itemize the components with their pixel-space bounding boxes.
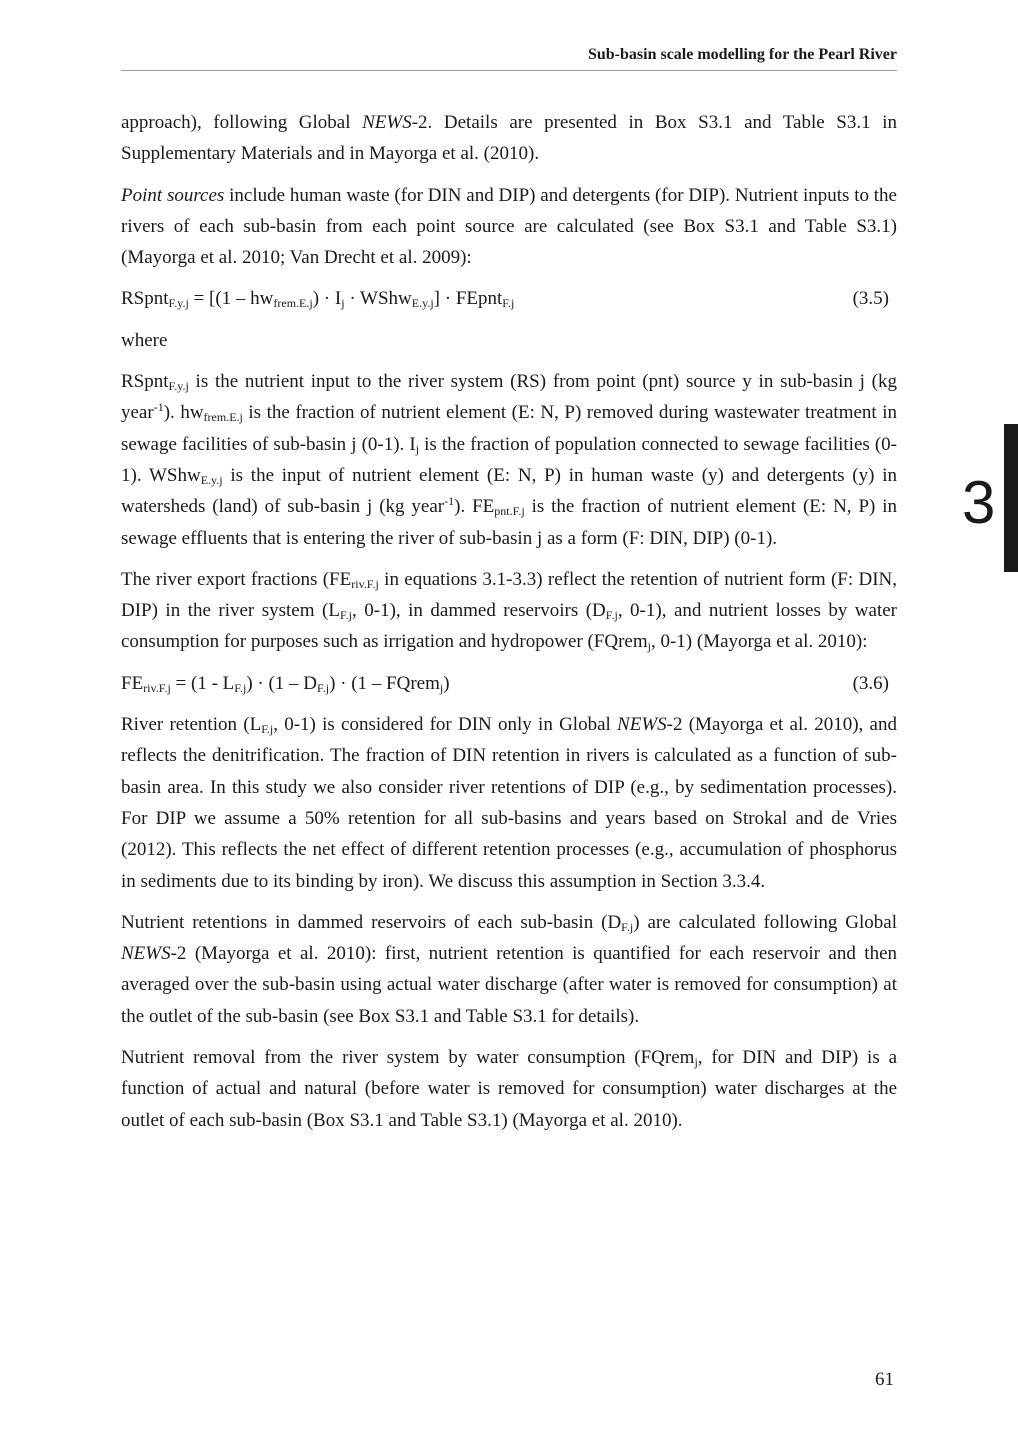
equation-3-5 xyxy=(121,283,897,314)
body-text xyxy=(121,107,897,1146)
paragraph-water-consumption: Nutrient removal from the river system by water consumption (FQrem$_j$, for DIN and DIP) is a function of actual and natural (before water is removed for consumption) water discharges at the outlet of each sub-basin (Box S3.1 and Table S3.1) (Mayorga et al. 2010). xyxy=(121,1047,898,1131)
equation-3-5-number: (3.5) xyxy=(852,288,889,310)
equation-3-6-body: $FE_{riv.F.j} = (1 - L_{F.j}) \cdot (1 - D_{F.j}) \cdot (1$ – FQrem$_j$) xyxy=(121,672,450,695)
chapter-number: 3 xyxy=(962,469,996,536)
paragraph-export-fractions: The river export fractions ($FE_{riv.F.j}$ in equations 3.1-3.3) reflect the retention of nutrient form (F: DIN, DIP) in the river system ($L_{F.j}$, 0-1), in dammed reservoirs ($D_{F.j}$, 0-1), and nutrient losses by water consumption for purposes such as irrigation and hydropower (FQrem$_j$, 0-1) (Mayorga et al. 2010): xyxy=(121,568,898,654)
where-label: where xyxy=(121,329,168,351)
paragraph-point-sources: Point sources include human waste (for DIN and DIP) and detergents (for DIP). Nutrient inputs to the rivers of each sub-basin from each point source are calculated (see Box S3.1 and Table S3.1) (Mayorga et al. 2010; Van Drecht et al. 2009): xyxy=(121,184,897,269)
running-header: Sub-basin scale modelling for the Pearl River xyxy=(121,46,897,71)
paragraph-definitions: RSpnt$_{F.y.j}$ is the nutrient input to the river system (RS) from point (pnt) source y in sub-basin j (kg year$^{-1}$). $hw_{frem.E.j}$ is the fraction of nutrient element (E: N, P) removed during wastewater treatment in sewage facilities of sub-basin j (0-1). $I_j$ is the fraction of population connected to sewage facilities (0-1). WShw$_{E.y.j}$ is the input of nutrient element (E: N, P) in human waste (y) and detergents (y) in watersheds (land) of sub-basin j (kg year$^{-1}$). $FE_{pnt.F.j}$ is the fraction of nutrient element (E: N, P) in sewage effluents that is entering the river of sub-basin j as a form (F: DIN, DIP) (0-1). xyxy=(121,371,898,549)
equation-3-6-number: (3.6) xyxy=(852,672,889,694)
page-number: 61 xyxy=(875,1369,894,1390)
equation-3-5-body: RSpnt$_{F.y.j}$ = [$(1 - hw_{frem.E.j}) \cdot I_j$ · WShw$_{E.y.j}$] · FEpnt$_{F.j}$ xyxy=(121,288,515,311)
equation-3-6 xyxy=(121,668,897,699)
paragraph-reservoir-retention: Nutrient retentions in dammed reservoirs of each sub-basin $(D_{F.j})$ are calculated following Global NEWS-2 (Mayorga et al. 2010): first, nutrient retention is quantified for each reservoir and then averaged over the sub-basin using actual water discharge (after water is removed for consumption) at the outlet of the sub-basin (see Box S3.1 and Table S3.1 for details). xyxy=(121,911,897,1027)
chapter-tab xyxy=(1004,424,1018,572)
paragraph-1: approach), following Global NEWS-2. Details are presented in Box S3.1 and Table S3.1 in Supplementary Materials and in Mayorga et al. (2010). xyxy=(121,112,897,165)
paragraph-river-retention: River retention ($L_{F.j}$, 0-1) is considered for DIN only in Global NEWS-2 (Mayorga et al. 2010), and reflects the denitrification. The fraction of DIN retention in rivers is calculated as a function of sub-basin area. In this study we also consider river retentions of DIP (e.g., by sedimentation processes). For DIP we assume a 50% retention for all sub-basins and years based on Strokal and de Vries (2012). This reflects the net effect of different retention processes (e.g., accumulation of phosphorus in sediments due to its binding by iron). We discuss this assumption in Section 3.3.4. xyxy=(121,714,897,892)
